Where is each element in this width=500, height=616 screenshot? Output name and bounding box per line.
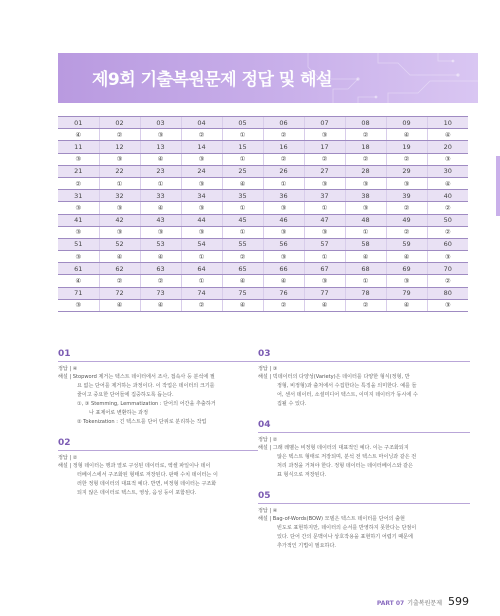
question-number-cell: 56 (263, 238, 304, 250)
question-number-cell: 24 (181, 165, 222, 177)
answer-label: 정답 | ② (58, 455, 78, 461)
question-number-cell: 77 (304, 287, 345, 299)
answer-cell: ① (222, 226, 263, 238)
answer-cell: ③ (345, 202, 386, 214)
question-number-row (58, 190, 468, 202)
question-number-cell: 12 (99, 141, 140, 153)
question-number-cell: 03 (140, 117, 181, 129)
question-number-cell: 64 (181, 263, 222, 275)
explanation-line: 터베이스에서 구조화된 형태로 저장된다. 판매 수치 데이터는 이 (77, 472, 218, 478)
question-number-cell: 19 (386, 141, 427, 153)
question-number-cell: 68 (345, 263, 386, 275)
answer-cell: ④ (222, 275, 263, 287)
question-number-cell: 46 (263, 214, 304, 226)
question-number-cell: 25 (222, 165, 263, 177)
question-number-cell: 55 (222, 238, 263, 250)
explanation-item (58, 438, 258, 498)
answer-cell: ② (140, 275, 181, 287)
question-number-cell: 78 (345, 287, 386, 299)
question-number-cell: 70 (427, 263, 468, 275)
question-number-cell: 69 (386, 263, 427, 275)
explanation-line: 해설 | 빅데이터의 다양성(Variety)은 데이터를 다양한 형식(정형, 반 (258, 374, 410, 380)
question-number-row (58, 117, 468, 129)
answer-cell: ④ (140, 299, 181, 311)
answer-cell: ② (345, 153, 386, 165)
question-number-cell: 65 (222, 263, 263, 275)
explanation-line: 집될 수 있다. (277, 401, 307, 407)
answer-cell: ② (427, 226, 468, 238)
page-title: 제9회 기출복원문제 정답 및 해설 (92, 70, 332, 90)
question-number-row (58, 165, 468, 177)
answer-row (58, 299, 468, 311)
explanation-line: 처리 과정을 거쳐야 한다. 정형 데이터는 데이터베이스와 같은 (277, 463, 413, 469)
question-number-cell: 15 (222, 141, 263, 153)
question-number-cell: 18 (345, 141, 386, 153)
answer-label: 정답 | ④ (58, 366, 78, 372)
answer-cell: ③ (427, 299, 468, 311)
page-number: 599 (448, 595, 469, 608)
question-number-cell: 59 (386, 238, 427, 250)
answer-cell: ③ (427, 153, 468, 165)
answer-cell: ③ (427, 251, 468, 263)
explanation-line: 정형, 비정형)과 출처에서 수집한다는 특징을 의미한다. 예를 들 (277, 383, 417, 389)
explanation-line: ② Tokenization : 긴 텍스트를 단어 단위로 분리하는 작업 (77, 419, 207, 425)
answer-cell: ④ (99, 299, 140, 311)
question-number-cell: 66 (263, 263, 304, 275)
answer-cell: ③ (263, 251, 304, 263)
question-number-cell: 17 (304, 141, 345, 153)
question-number-cell: 30 (427, 165, 468, 177)
question-number-cell: 22 (99, 165, 140, 177)
question-number-row (58, 141, 468, 153)
answer-row (58, 177, 468, 189)
explanation-line: 않은 텍스트 형태로 저장되며, 분석 전 텍스트 마이닝과 같은 전 (277, 454, 417, 460)
question-number-cell: 80 (427, 287, 468, 299)
answer-cell: ③ (345, 177, 386, 189)
question-number-cell: 01 (58, 117, 99, 129)
page-footer (377, 595, 469, 608)
answer-cell: ② (181, 299, 222, 311)
question-number-cell: 34 (181, 190, 222, 202)
explanation-line: 요 없는 단어를 제거하는 과정이다. 이 작업은 데이터의 크기를 (77, 383, 215, 389)
answer-cell: ④ (58, 129, 99, 141)
answer-cell: ③ (181, 226, 222, 238)
explanations-left-column (58, 349, 258, 509)
answer-cell: ① (304, 251, 345, 263)
answer-row (58, 202, 468, 214)
question-number-cell: 39 (386, 190, 427, 202)
answer-row (58, 153, 468, 165)
answer-cell: ② (99, 129, 140, 141)
question-number-cell: 75 (222, 287, 263, 299)
question-number-cell: 14 (181, 141, 222, 153)
answer-cell: ② (99, 275, 140, 287)
question-number-cell: 29 (386, 165, 427, 177)
question-number-heading: 01 (58, 349, 258, 362)
question-number-cell: 57 (304, 238, 345, 250)
question-number-cell: 13 (140, 141, 181, 153)
question-number-cell: 33 (140, 190, 181, 202)
explanation-line: 해설 | Bag-of-Words(BOW) 모델은 텍스트 데이터를 단어의 출현 (258, 516, 405, 522)
answer-label: 정답 | ④ (258, 508, 278, 514)
question-number-cell: 21 (58, 165, 99, 177)
explanation-line: 있다. 단어 간의 문맥이나 상호작용을 표현하기 어렵기 때문에 (277, 534, 413, 540)
answer-cell: ① (304, 202, 345, 214)
explanation-item (258, 491, 470, 551)
answer-cell: ② (222, 251, 263, 263)
answer-cell: ① (222, 202, 263, 214)
answer-cell: ② (386, 226, 427, 238)
question-number-cell: 71 (58, 287, 99, 299)
side-tab-marker (496, 156, 500, 216)
explanation-line: 되지 않은 데이터로 텍스트, 영상, 음성 등이 포함된다. (77, 490, 197, 496)
answer-cell: ① (99, 177, 140, 189)
explanation-line: 나 표제어로 변환하는 과정 (89, 410, 148, 416)
question-number-cell: 02 (99, 117, 140, 129)
question-number-cell: 11 (58, 141, 99, 153)
question-number-row (58, 238, 468, 250)
question-number-cell: 63 (140, 263, 181, 275)
answer-cell: ③ (263, 226, 304, 238)
question-number-cell: 36 (263, 190, 304, 202)
answer-cell: ② (263, 153, 304, 165)
answer-cell: ① (345, 275, 386, 287)
explanation-line: 표 형식으로 저장된다. (277, 472, 327, 478)
answer-cell: ④ (222, 299, 263, 311)
answer-row (58, 275, 468, 287)
explanation-line: 러한 정형 데이터의 대표적 예다. 반면, 비정형 데이터는 구조화 (77, 481, 217, 487)
question-number-cell: 16 (263, 141, 304, 153)
answer-cell: ② (263, 129, 304, 141)
question-number-heading: 04 (258, 420, 470, 433)
question-number-cell: 41 (58, 214, 99, 226)
answer-cell: ③ (181, 177, 222, 189)
answer-cell: ④ (386, 129, 427, 141)
question-number-cell: 40 (427, 190, 468, 202)
answer-cell: ② (386, 153, 427, 165)
answer-cell: ③ (58, 153, 99, 165)
answer-cell: ③ (263, 202, 304, 214)
explanation-line: ①, ③ Stemming, Lemmatization : 단어의 어간을 추출하거 (77, 401, 216, 407)
question-number-cell: 54 (181, 238, 222, 250)
question-number-cell: 08 (345, 117, 386, 129)
question-number-cell: 74 (181, 287, 222, 299)
question-number-cell: 53 (140, 238, 181, 250)
explanation-item (258, 420, 470, 480)
answer-cell: ③ (99, 153, 140, 165)
question-number-cell: 51 (58, 238, 99, 250)
answer-cell: ③ (386, 275, 427, 287)
answer-cell: ④ (140, 202, 181, 214)
question-number-cell: 58 (345, 238, 386, 250)
question-number-row (58, 287, 468, 299)
answer-cell: ④ (304, 299, 345, 311)
answer-cell: ② (58, 177, 99, 189)
answer-cell: ④ (386, 299, 427, 311)
question-number-cell: 32 (99, 190, 140, 202)
answer-cell: ③ (304, 177, 345, 189)
answer-cell: ② (345, 129, 386, 141)
question-number-cell: 62 (99, 263, 140, 275)
question-number-cell: 09 (386, 117, 427, 129)
explanation-line: 해설 | Stopword 제거는 텍스트 데이터에서 조사, 접속사 등 분석에 필 (58, 374, 215, 380)
question-number-row (58, 214, 468, 226)
answer-cell: ④ (99, 251, 140, 263)
answer-cell: ① (222, 129, 263, 141)
explanation-line: 줄이고 중요한 단어들에 집중하도록 돕는다. (77, 392, 174, 398)
explanation-item (58, 349, 258, 427)
question-number-cell: 76 (263, 287, 304, 299)
explanation-line: 추가적인 기법이 필요하다. (277, 543, 336, 549)
question-number-cell: 79 (386, 287, 427, 299)
answer-cell: ② (304, 153, 345, 165)
question-number-cell: 38 (345, 190, 386, 202)
answer-cell: ③ (181, 153, 222, 165)
explanation-line: 해설 | 그래 레벨는 비정형 데이터의 대표적인 예다. 이는 구조화되지 (258, 445, 409, 451)
question-number-cell: 73 (140, 287, 181, 299)
answer-cell: ④ (427, 177, 468, 189)
answer-cell: ③ (140, 129, 181, 141)
answer-cell: ④ (140, 251, 181, 263)
question-number-row (58, 263, 468, 275)
answer-cell: ① (222, 153, 263, 165)
explanations-right-column (258, 349, 470, 562)
answer-cell: ③ (99, 202, 140, 214)
answer-cell: ② (386, 202, 427, 214)
question-number-cell: 28 (345, 165, 386, 177)
question-number-cell: 26 (263, 165, 304, 177)
question-number-cell: 49 (386, 214, 427, 226)
question-number-heading: 02 (58, 438, 258, 451)
footer-section-title: 기출복원문제 (407, 600, 442, 607)
question-number-cell: 23 (140, 165, 181, 177)
answer-cell: ① (181, 251, 222, 263)
answer-label: 정답 | ② (258, 437, 278, 443)
answer-cell: ③ (99, 226, 140, 238)
question-number-cell: 44 (181, 214, 222, 226)
explanation-item (258, 349, 470, 409)
answer-cell: ④ (386, 251, 427, 263)
answer-cell: ① (263, 177, 304, 189)
answer-cell: ① (181, 275, 222, 287)
answer-label: 정답 | ③ (258, 366, 278, 372)
footer-part-label: PART 07 (376, 600, 405, 607)
answer-cell: ④ (140, 153, 181, 165)
explanation-line: 빈도로 표현하지만, 데이터의 순서를 반영하지 못한다는 단점이 (277, 525, 417, 531)
title-banner (58, 53, 478, 103)
question-number-cell: 47 (304, 214, 345, 226)
question-number-cell: 48 (345, 214, 386, 226)
question-number-cell: 50 (427, 214, 468, 226)
question-number-cell: 10 (427, 117, 468, 129)
question-number-cell: 20 (427, 141, 468, 153)
answer-cell: ④ (427, 129, 468, 141)
answer-cell: ② (427, 202, 468, 214)
question-number-cell: 67 (304, 263, 345, 275)
question-number-heading: 05 (258, 491, 470, 504)
answer-cell: ③ (58, 299, 99, 311)
answer-cell: ③ (304, 275, 345, 287)
question-number-cell: 60 (427, 238, 468, 250)
answer-cell: ③ (304, 226, 345, 238)
question-number-cell: 61 (58, 263, 99, 275)
answer-cell: ④ (263, 275, 304, 287)
question-number-cell: 27 (304, 165, 345, 177)
answer-cell: ③ (58, 251, 99, 263)
question-number-cell: 07 (304, 117, 345, 129)
answer-cell: ④ (345, 251, 386, 263)
question-number-cell: 37 (304, 190, 345, 202)
answer-cell: ③ (58, 226, 99, 238)
answer-cell: ④ (222, 177, 263, 189)
question-number-cell: 45 (222, 214, 263, 226)
answer-cell: ① (345, 226, 386, 238)
answer-cell: ③ (181, 202, 222, 214)
answer-cell: ② (263, 299, 304, 311)
answer-cell: ① (140, 177, 181, 189)
answer-cell: ② (345, 299, 386, 311)
answer-row (58, 251, 468, 263)
answer-key-table (58, 116, 468, 312)
question-number-cell: 06 (263, 117, 304, 129)
answer-row (58, 129, 468, 141)
answer-cell: ③ (58, 202, 99, 214)
explanation-line: 해설 | 정형 데이터는 행과 열로 구성된 데이터로, 엑셀 파일이나 데이 (58, 463, 211, 469)
question-number-cell: 72 (99, 287, 140, 299)
question-number-cell: 35 (222, 190, 263, 202)
question-number-cell: 05 (222, 117, 263, 129)
answer-cell: ④ (58, 275, 99, 287)
question-number-heading: 03 (258, 349, 470, 362)
question-number-cell: 04 (181, 117, 222, 129)
answer-row (58, 226, 468, 238)
explanation-line: 어, 센서 데이터, 소셜미디어 텍스트, 이미지 데이터가 동시에 수 (277, 392, 418, 398)
question-number-cell: 52 (99, 238, 140, 250)
answer-cell: ③ (386, 177, 427, 189)
answer-cell: ③ (140, 226, 181, 238)
answer-cell: ② (181, 129, 222, 141)
answer-cell: ② (427, 275, 468, 287)
answer-cell: ③ (304, 129, 345, 141)
question-number-cell: 42 (99, 214, 140, 226)
question-number-cell: 31 (58, 190, 99, 202)
question-number-cell: 43 (140, 214, 181, 226)
